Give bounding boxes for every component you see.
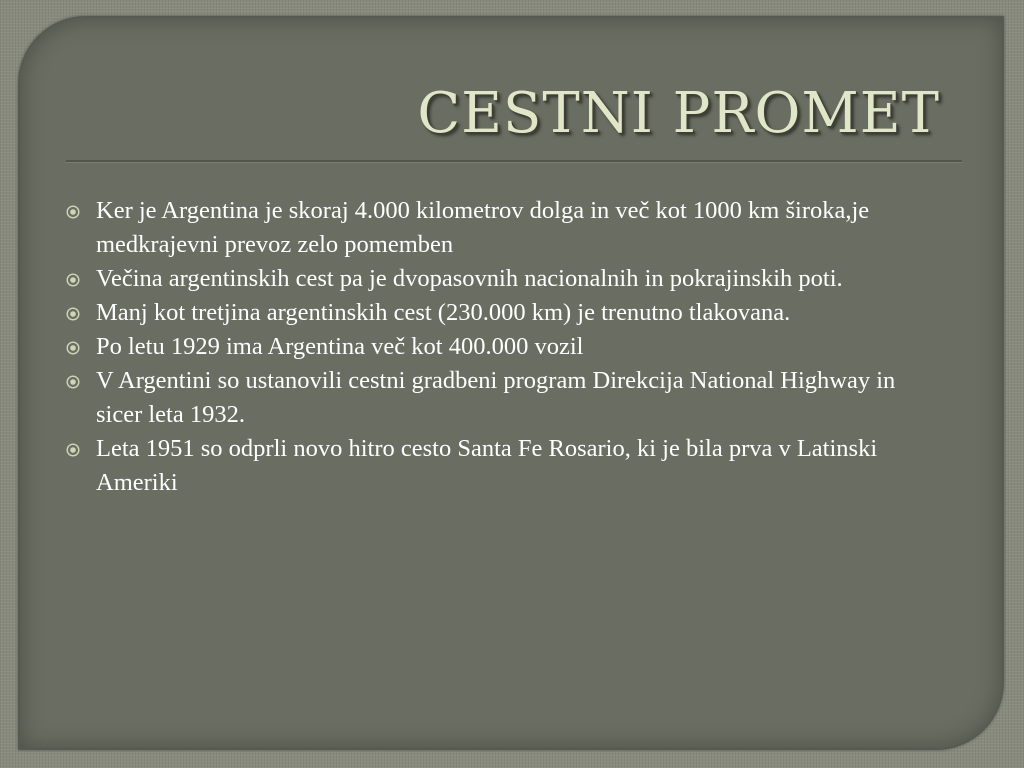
circle-bullet-icon: [66, 307, 80, 321]
bullet-item: [64, 432, 944, 500]
bullet-text: V Argentini so ustanovili cestni gradbeni program Direkcija National Highway in sicer leta 1932.: [96, 367, 896, 428]
bullet-text: Večina argentinskih cest pa je dvopasovnih nacionalnih in pokrajinskih poti.: [96, 265, 843, 292]
bullet-item: [64, 364, 944, 432]
bullet-item: [64, 194, 944, 262]
bullet-list: [64, 194, 944, 500]
bullet-text: Ker je Argentina je skoraj 4.000 kilometrov dolga in več kot 1000 km široka,je medkrajevni prevoz zelo pomemben: [96, 197, 870, 258]
circle-bullet-icon: [66, 375, 80, 389]
circle-bullet-icon: [66, 341, 80, 355]
circle-bullet-icon: [66, 273, 80, 287]
bullet-item: [64, 262, 944, 296]
slide-title: CESTNI PROMET: [417, 81, 940, 146]
circle-bullet-icon: [66, 205, 80, 219]
bullet-item: [64, 330, 944, 364]
slide-panel: [18, 16, 1004, 750]
bullet-text: Manj kot tretjina argentinskih cest (230.000 km) je trenutno tlakovana.: [96, 299, 791, 326]
title-divider: [66, 160, 962, 163]
bullet-text: Leta 1951 so odprli novo hitro cesto Santa Fe Rosario, ki je bila prva v Latinski Ameriki: [96, 435, 878, 496]
circle-bullet-icon: [66, 443, 80, 457]
bullet-item: [64, 296, 944, 330]
bullet-text: Po letu 1929 ima Argentina več kot 400.000 vozil: [96, 333, 584, 360]
